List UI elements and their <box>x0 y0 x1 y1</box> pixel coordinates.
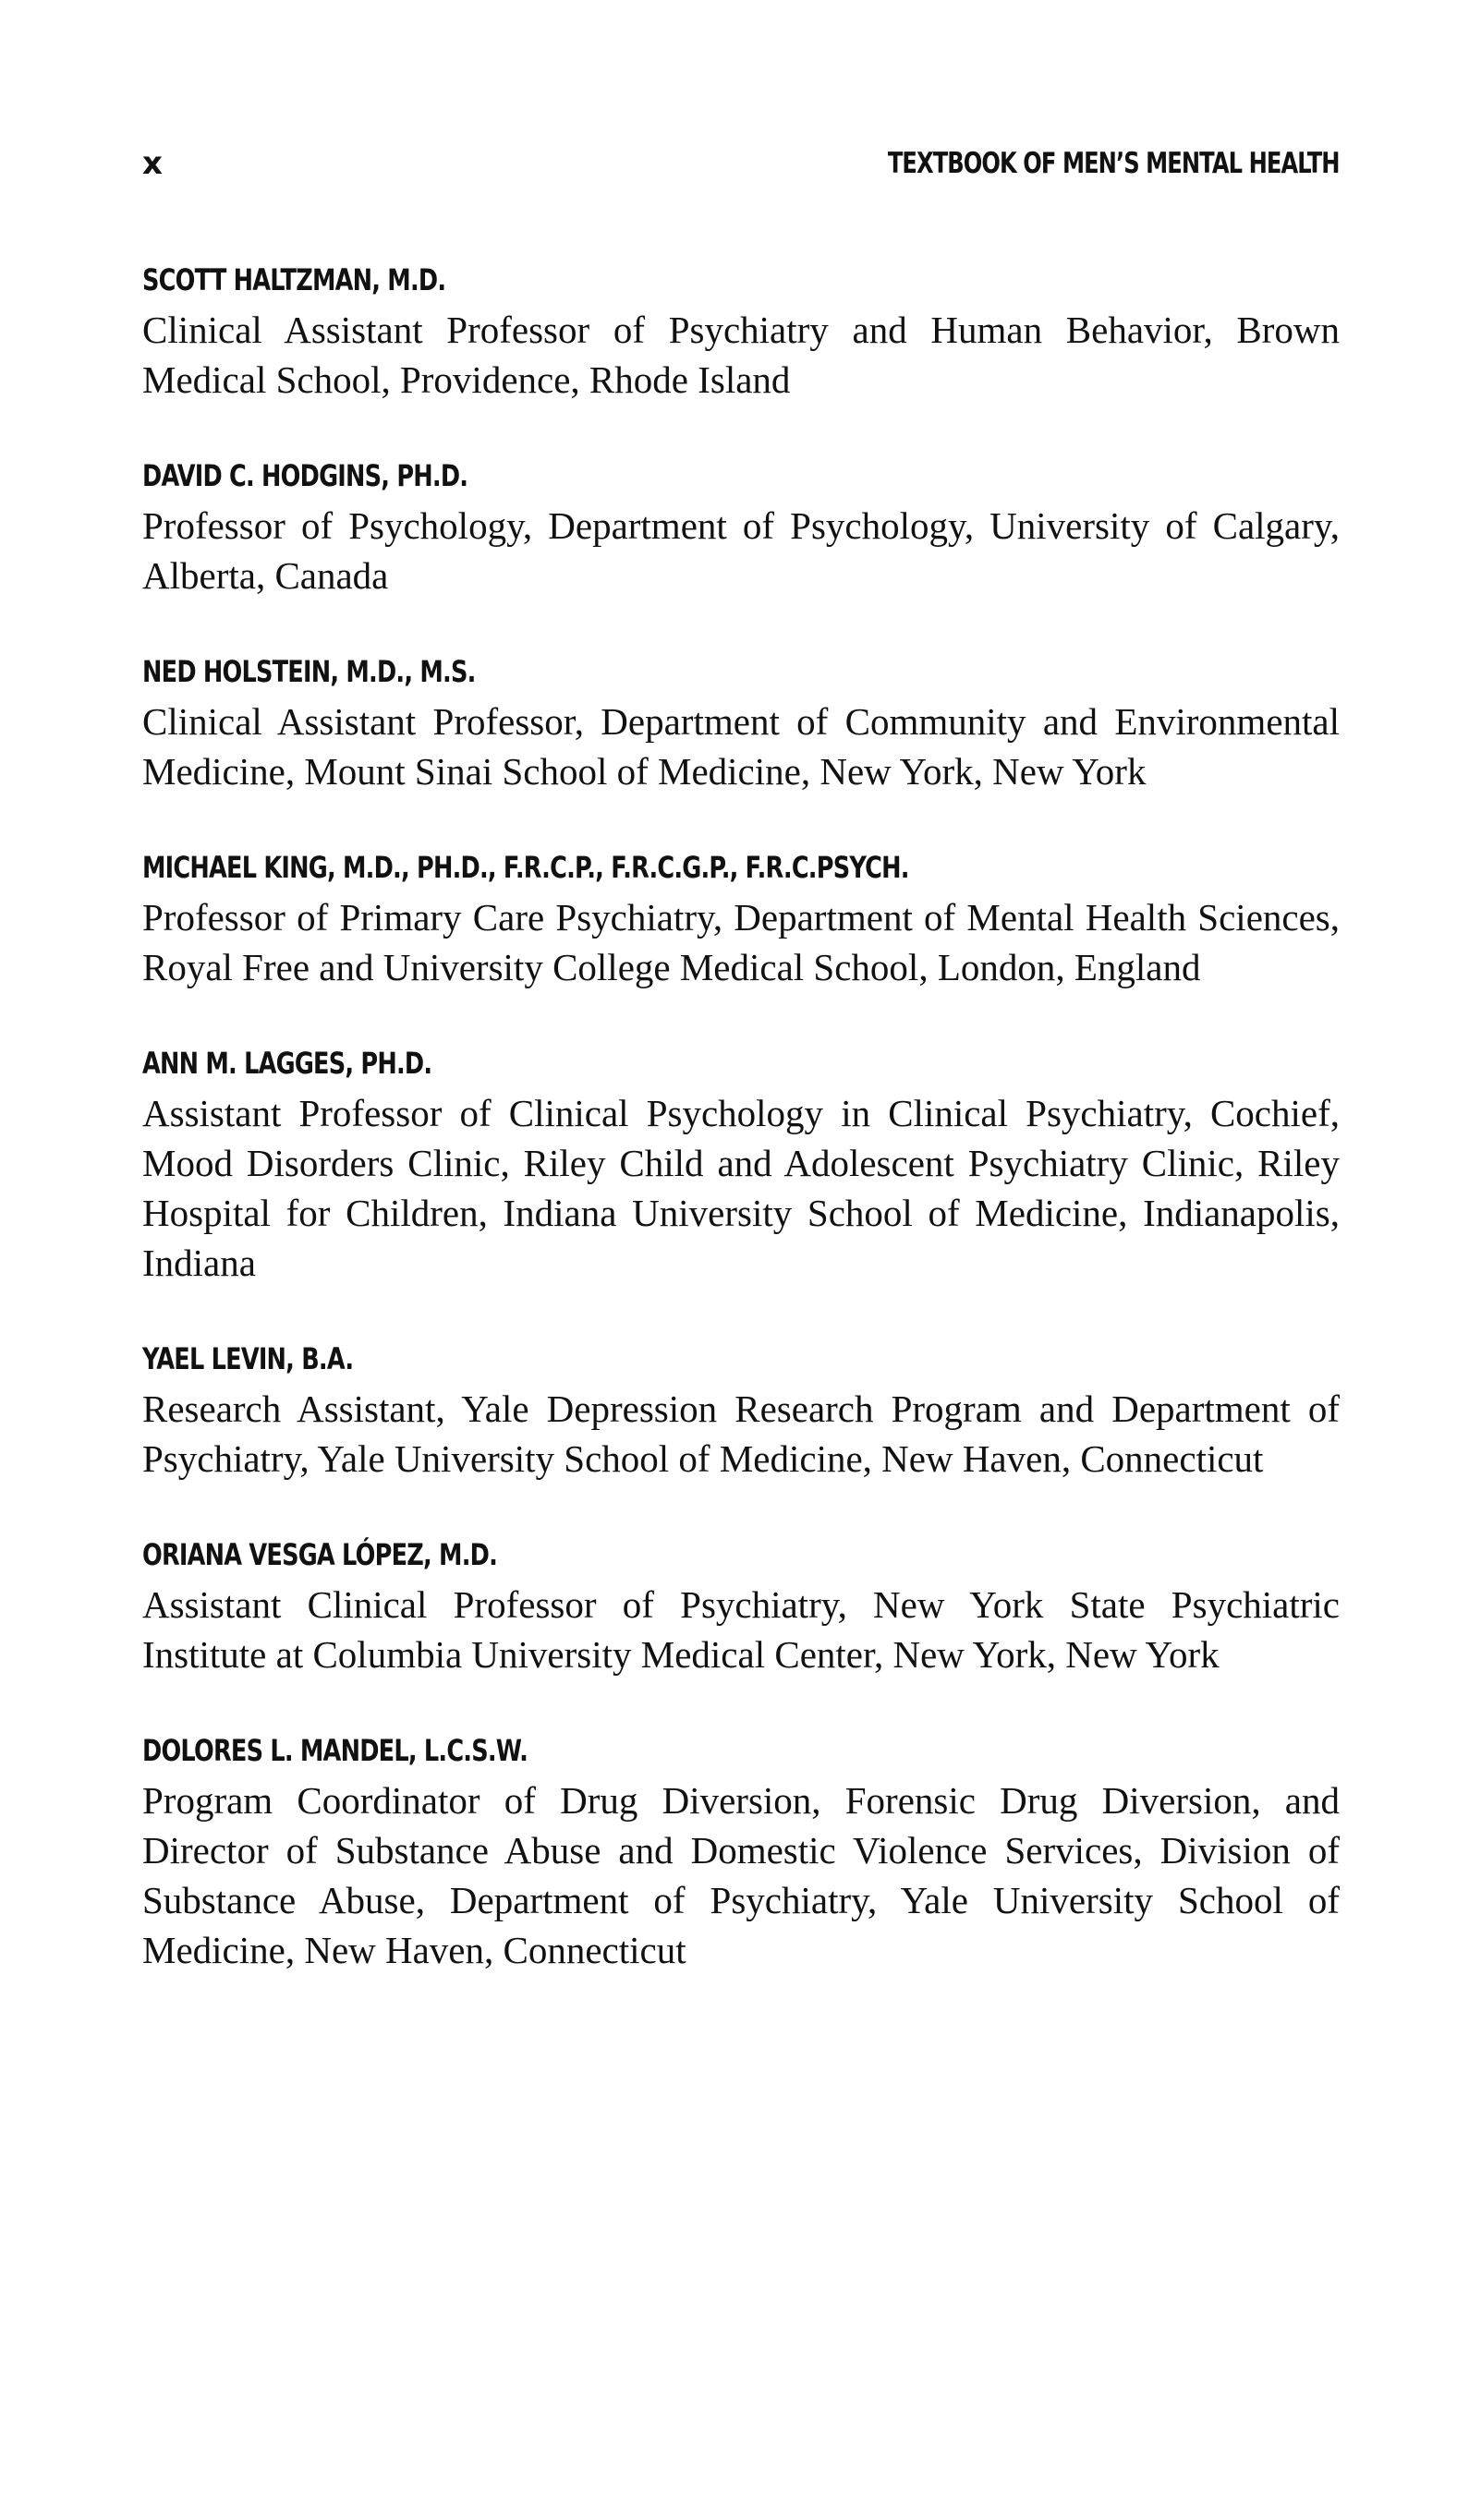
contributor-affiliation: Clinical Assistant Professor, Department of Community and Environmental Medicine, Mount Sinai School of Medicine, New York, New York <box>142 700 1340 793</box>
contributor-list <box>142 259 1340 2025</box>
contributor-entry <box>142 1338 1340 1484</box>
contributor-entry <box>142 1042 1340 1288</box>
contributor-name: DAVID C. HODGINS, PH.D. <box>142 458 468 493</box>
contributor-name: ANN M. LAGGES, PH.D. <box>142 1046 432 1081</box>
running-head <box>142 140 1340 187</box>
contributor-entry <box>142 1729 1340 1975</box>
contributor-name: MICHAEL KING, M.D., PH.D., F.R.C.P., F.R.C.G.P., F.R.C.PSYCH. <box>142 850 909 885</box>
contributor-affiliation: Professor of Psychology, Department of Psychology, University of Calgary, Alberta, Canada <box>142 504 1340 597</box>
contributor-name: ORIANA VESGA LÓPEZ, M.D. <box>142 1537 498 1572</box>
contributor-affiliation: Assistant Clinical Professor of Psychiatry, New York State Psychiatric Institute at Columbia University Medical Center, New York, New York <box>142 1583 1340 1676</box>
contributor-affiliation: Clinical Assistant Professor of Psychiatry and Human Behavior, Brown Medical School, Providence, Rhode Island <box>142 309 1340 401</box>
page-number: x <box>142 145 163 182</box>
contributor-affiliation: Assistant Professor of Clinical Psychology in Clinical Psychiatry, Cochief, Mood Disorders Clinic, Riley Child and Adolescent Psychiatry Clinic, Riley Hospital for Children, Indiana University School of Medicine, Indianapolis, Indiana <box>142 1092 1340 1284</box>
contributor-name: YAEL LEVIN, B.A. <box>142 1341 354 1376</box>
contributor-entry <box>142 1533 1340 1679</box>
contributor-entry <box>142 454 1340 600</box>
book-title: TEXTBOOK OF MEN’S MENTAL HEALTH <box>888 147 1340 180</box>
contributor-affiliation: Research Assistant, Yale Depression Research Program and Department of Psychiatry, Yale University School of Medicine, New Haven, Connecticut <box>142 1387 1340 1480</box>
contributor-affiliation: Professor of Primary Care Psychiatry, Department of Mental Health Sciences, Royal Free and University College Medical School, London, England <box>142 896 1340 988</box>
contributor-name: DOLORES L. MANDEL, L.C.S.W. <box>142 1733 528 1768</box>
contributor-affiliation: Program Coordinator of Drug Diversion, Forensic Drug Diversion, and Director of Substance Abuse and Domestic Violence Services, Division of Substance Abuse, Department of Psychiatry, Yale University School of Medicine, New Haven, Connecticut <box>142 1779 1340 1971</box>
contributor-name: SCOTT HALTZMAN, M.D. <box>142 262 446 297</box>
contributor-entry <box>142 259 1340 405</box>
contributor-entry <box>142 846 1340 992</box>
contributor-name: NED HOLSTEIN, M.D., M.S. <box>142 654 476 689</box>
contributor-entry <box>142 650 1340 796</box>
